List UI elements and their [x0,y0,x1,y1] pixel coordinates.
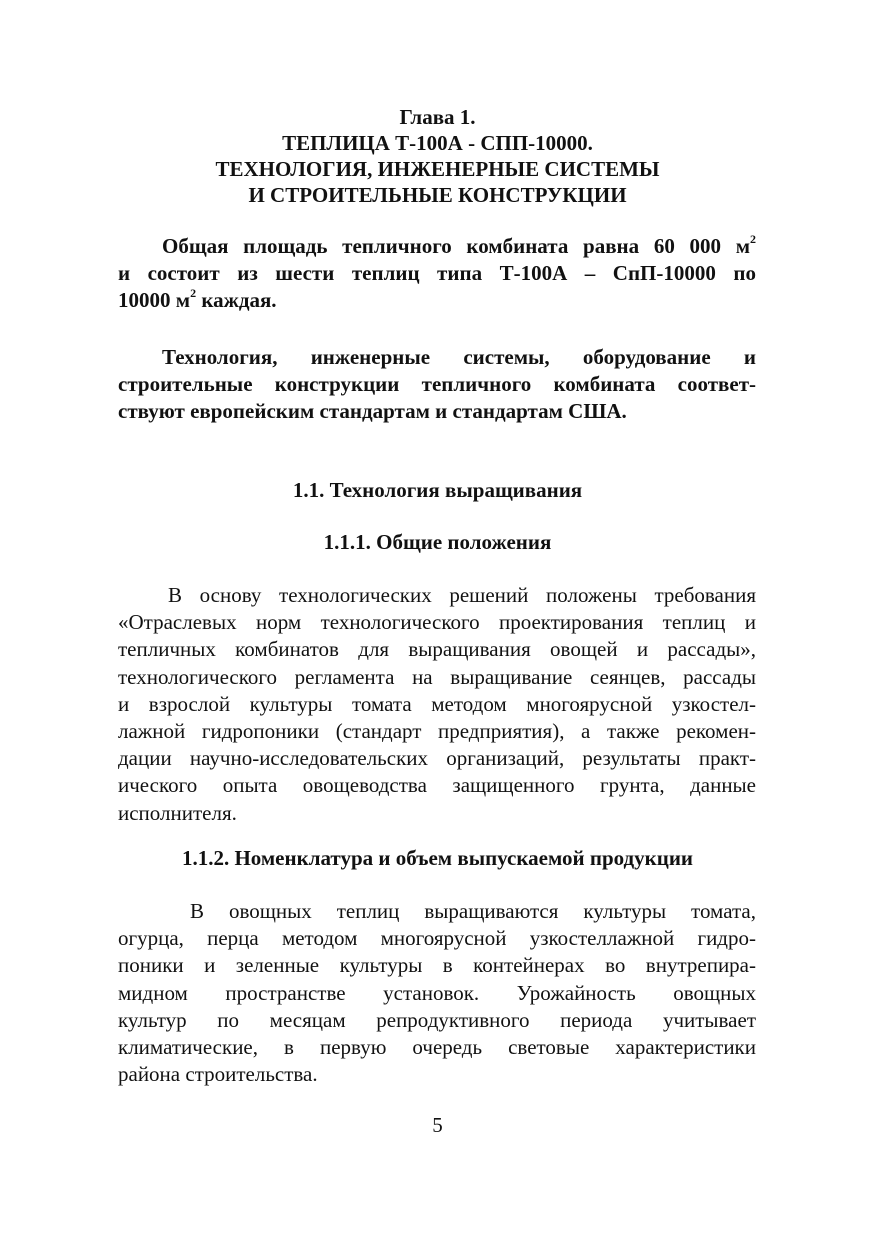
text-line: В овощных теплиц выращиваются культуры томата, [190,899,756,923]
standards-line-2: строительные конструкции тепличного комбината соответ- [118,372,756,396]
text-line: ического опыта овощеводства защищенного грунта, данные [118,773,756,798]
chapter-heading [100,104,775,208]
section-1-1-2-paragraph [118,898,756,1088]
text-line: дации научно-исследовательских организаций, результаты практ- [118,746,756,771]
area-line-1: Общая площадь тепличного комбината равна 60 000 $м^2$ [162,232,756,258]
text-line: района строительства. [118,1062,318,1087]
text-line: поники и зеленные культуры в контейнерах во внутрепира- [118,953,756,978]
standards-line-1: Технология, инженерные системы, оборудование и [162,345,756,369]
text-line: технологического регламента на выращивание сеянцев, рассады [118,664,756,689]
page-number: 5 [432,1113,443,1137]
area-line-2: и состоит из шести теплиц типа Т-100А – СпП-10000 по [118,261,756,285]
standards-line-3: ствуют европейским стандартам и стандартам США. [118,399,627,423]
text-line: лажной гидропоники (стандарт предприятия), а также рекомен- [118,719,756,744]
text-line: «Отраслевых норм технологического проектирования теплиц и [118,610,756,635]
section-1-1-title: 1.1. Технология выращивания [292,478,583,502]
section-1-1-2-title: 1.1.2. Номенклатура и объем выпускаемой продукции [181,846,694,870]
text-line: В основу технологических решений положены требования [168,583,756,607]
area-paragraph [118,233,756,314]
chapter-title-line-2: ТЕХНОЛОГИЯ, ИНЖЕНЕРНЫЕ СИСТЕМЫ [215,157,660,181]
area-line-3: 10000 $м^2$ каждая. [118,286,277,312]
standards-paragraph [118,344,756,425]
text-line: мидном пространстве установок. Урожайность овощных [118,980,756,1005]
text-line: и взрослой культуры томата методом многоярусной узкостел- [118,691,756,716]
text-line: культур по месяцам репродуктивного периода учитывает [118,1007,756,1032]
chapter-title-line-3: И СТРОИТЕЛЬНЫЕ КОНСТРУКЦИИ [248,183,627,207]
section-1-1-1-paragraph [118,582,756,827]
section-1-1-1-title: 1.1.1. Общие положения [323,530,552,554]
chapter-number: Глава 1. [399,105,476,129]
chapter-title-line-1: ТЕПЛИЦА Т-100А - СПП-10000. [282,131,593,155]
text-line: климатические, в первую очередь световые характеристики [118,1035,756,1060]
text-line: тепличных комбинатов для выращивания овощей и рассады», [118,637,756,662]
text-line: исполнителя. [118,800,237,825]
text-line: огурца, перца методом многоярусной узкостеллажной гидро- [118,926,756,951]
